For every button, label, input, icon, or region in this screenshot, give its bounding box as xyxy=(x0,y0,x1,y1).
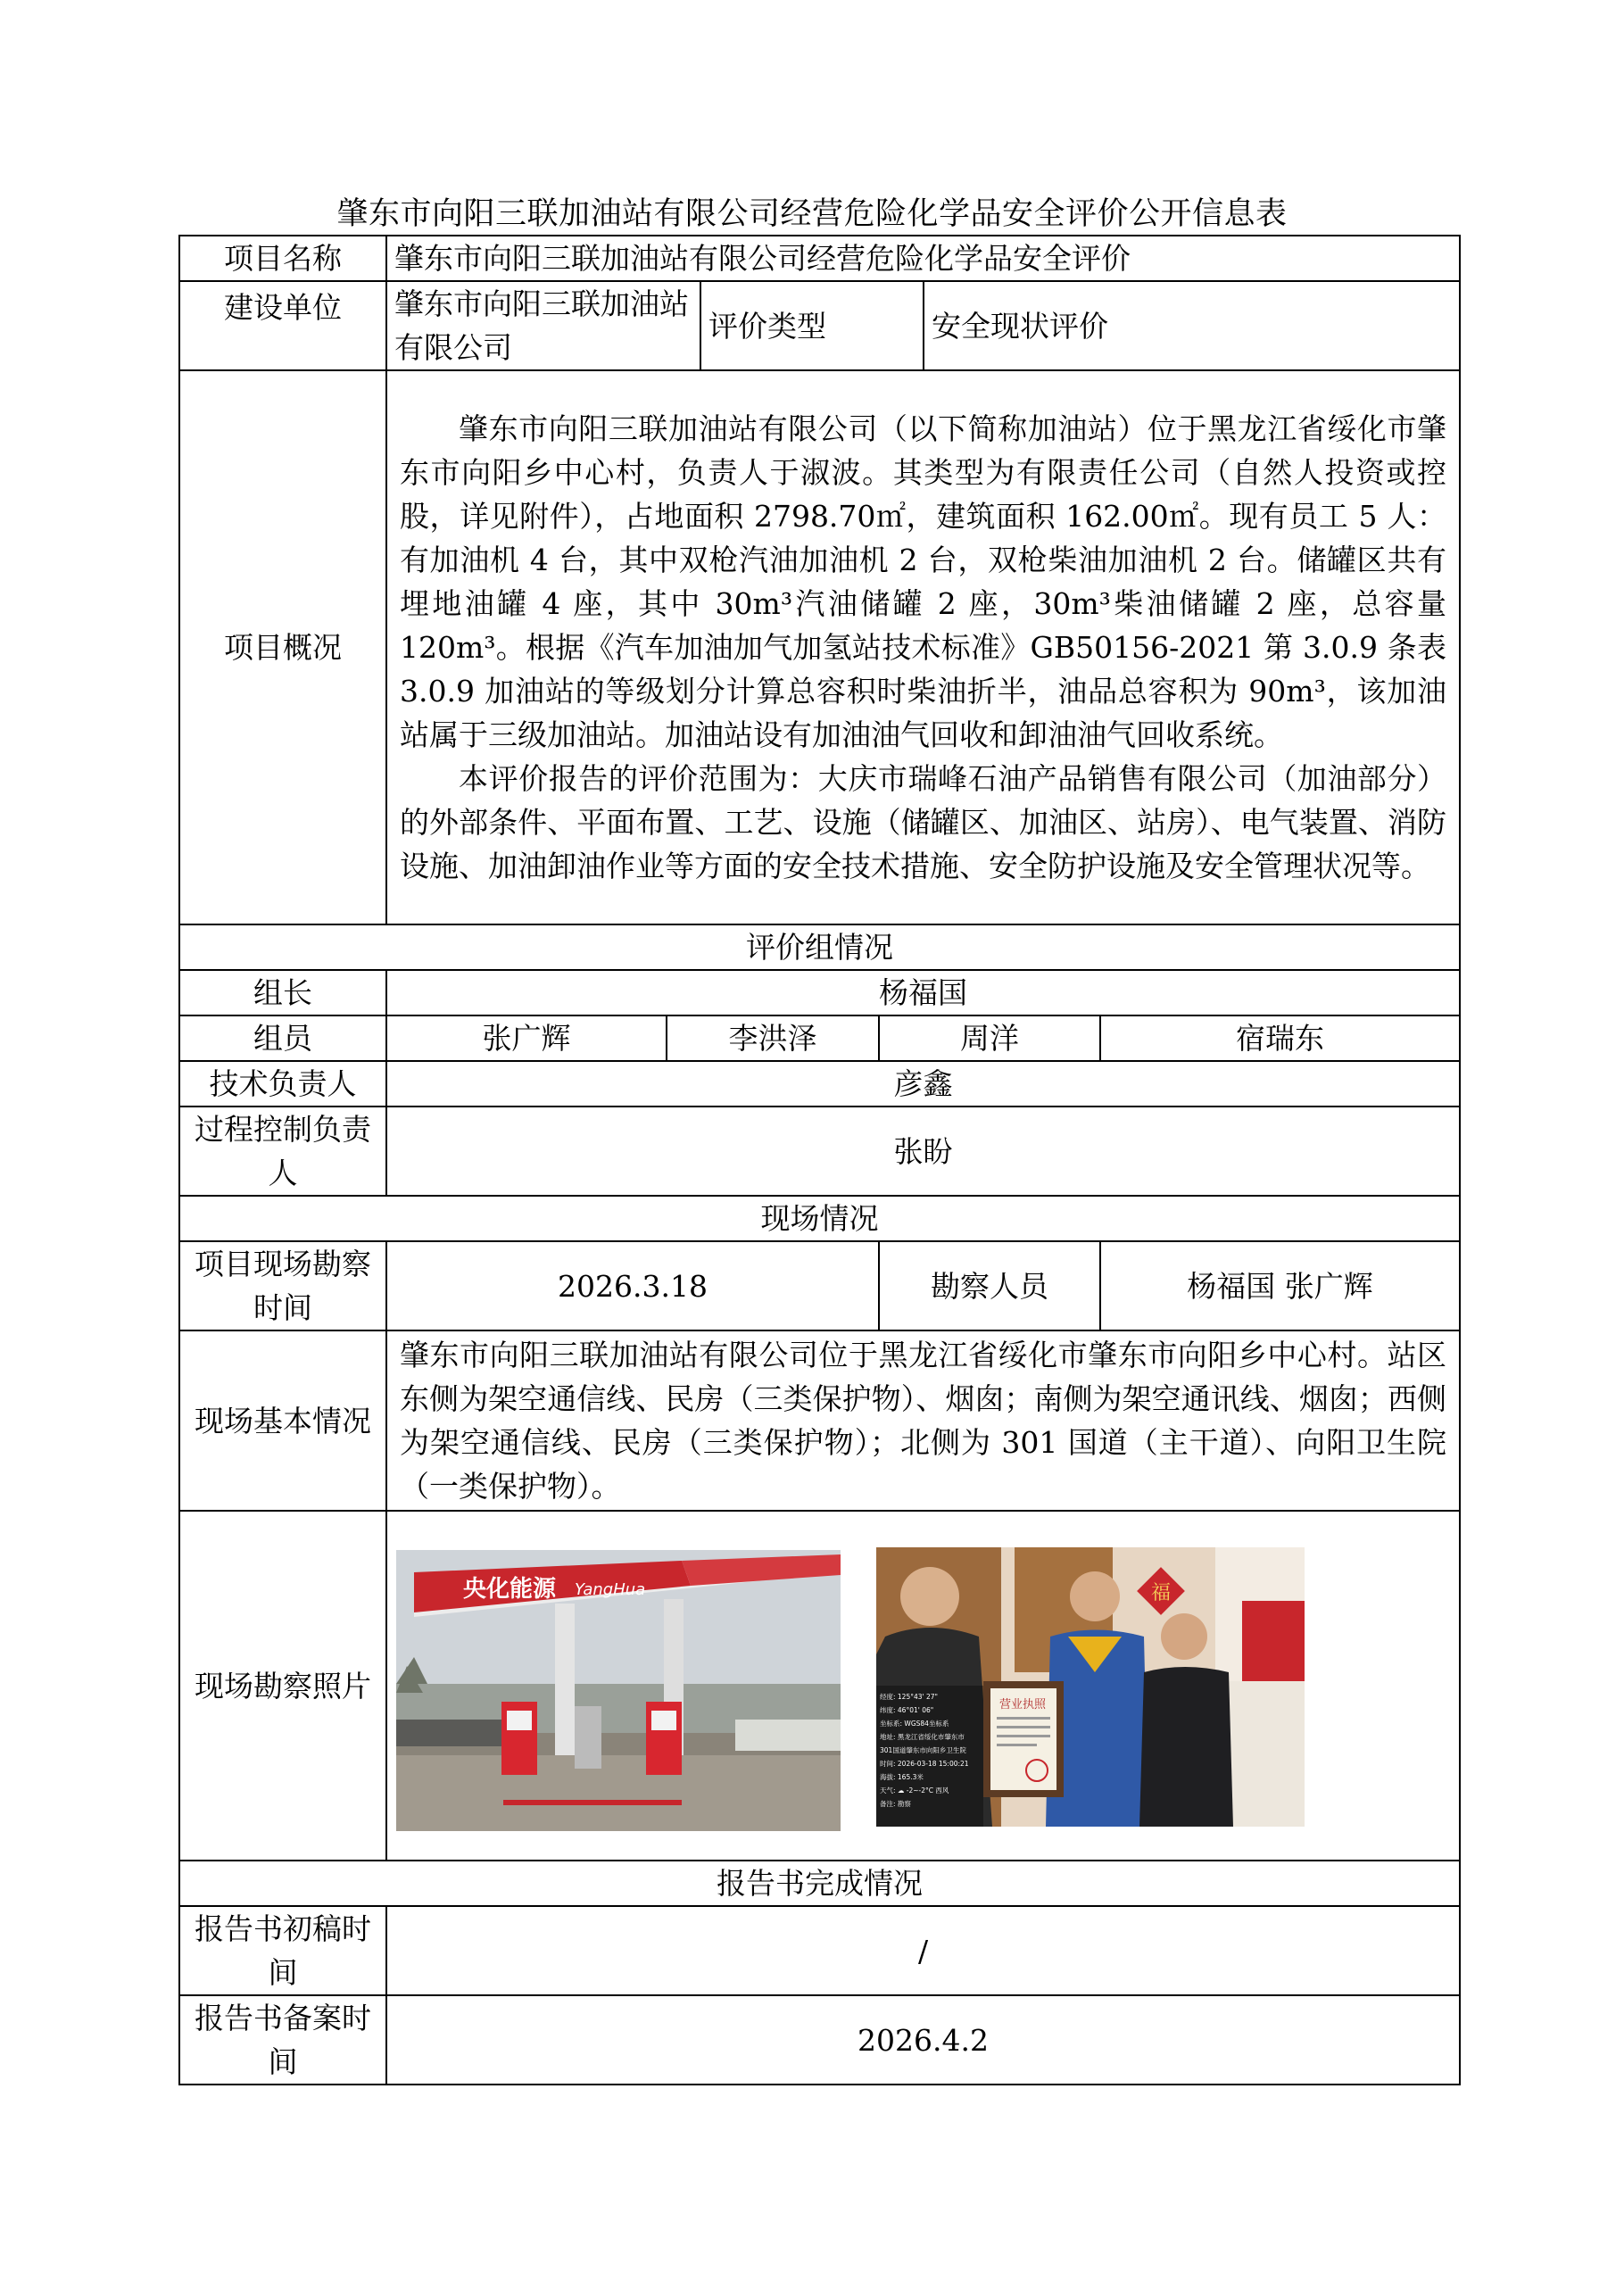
team-member: 周洋 xyxy=(879,1015,1100,1061)
survey-staff-label: 勘察人员 xyxy=(879,1241,1100,1330)
survey-staff-value: 杨福国 张广辉 xyxy=(1100,1241,1460,1330)
watermark-line: 时间: 2026-03-18 15:00:21 xyxy=(880,1760,969,1768)
watermark-line: 纬度: 46°01' 06" xyxy=(880,1706,934,1714)
site-photos-cell xyxy=(386,1511,1460,1861)
watermark-line: 备注: 勘察 xyxy=(880,1800,911,1808)
survey-time-label: 项目现场勘察时间 xyxy=(179,1241,386,1330)
row-site-basic xyxy=(179,1330,1460,1511)
team-member: 张广辉 xyxy=(386,1015,667,1061)
process-control-label: 过程控制负责人 xyxy=(179,1107,386,1196)
evaluation-type-label: 评价类型 xyxy=(700,281,924,370)
row-report-section xyxy=(179,1861,1460,1906)
site-section-heading: 现场情况 xyxy=(179,1196,1460,1241)
overview-text xyxy=(386,370,1460,924)
row-overview xyxy=(179,370,1460,924)
row-project-name xyxy=(179,236,1460,281)
canopy-sign-en: YangHua xyxy=(575,1580,646,1599)
row-team-section xyxy=(179,924,1460,970)
overview-paragraph-1: 肇东市向阳三联加油站有限公司（以下简称加油站）位于黑龙江省绥化市肇东市向阳乡中心村，负责人于淑波。其类型为有限责任公司（自然人投资或控股，详见附件），占地面积 2798.70㎡，建筑面积 162.00㎡。现有员工 5 人：有加油机 4 台，其中双枪汽油加油机 2 台，双枪柴油加油机 2 台。储罐区共有埋地油罐 4 座，其中 30m³汽油储罐 2 座，30m³柴油储罐 2 座，总容量 120m³。根据《汽车加油加气加氢站技术标准》GB50156-2021 第 3.0.9 条表 3.0.9 加油站的等级划分计算总容积时柴油折半，油品总容积为 90m³，该加油站属于三级加油站。加油站设有加油油气回收和卸油油气回收系统。 xyxy=(400,411,1446,752)
team-section-heading: 评价组情况 xyxy=(179,924,1460,970)
project-name-label: 项目名称 xyxy=(179,236,386,281)
watermark-line: 天气: ☁ -2~-2°C 西风 xyxy=(880,1786,949,1795)
construction-unit-value: 肇东市向阳三联加油站有限公司 xyxy=(386,281,700,370)
page-title: 肇东市向阳三联加油站有限公司经营危险化学品安全评价公开信息表 xyxy=(336,196,1288,232)
row-report-draft xyxy=(179,1906,1460,1995)
filing-time-label: 报告书备案时间 xyxy=(179,1995,386,2085)
report-section-heading: 报告书完成情况 xyxy=(179,1861,1460,1906)
watermark-line: 地址: 黑龙江省绥化市肇东市 xyxy=(880,1733,965,1741)
draft-time-value: / xyxy=(386,1906,1460,1995)
gas-station-photo xyxy=(396,1550,841,1831)
draft-time-label: 报告书初稿时间 xyxy=(179,1906,386,1995)
team-member: 李洪泽 xyxy=(667,1015,879,1061)
survey-time-value: 2026.3.18 xyxy=(386,1241,879,1330)
row-report-filing xyxy=(179,1995,1460,2085)
row-team-leader xyxy=(179,970,1460,1015)
filing-time-value: 2026.4.2 xyxy=(386,1995,1460,2085)
row-site-survey xyxy=(179,1241,1460,1330)
survey-team-photo xyxy=(876,1547,1305,1827)
evaluation-type-value: 安全现状评价 xyxy=(924,281,1460,370)
watermark-line: 海拔: 165.3米 xyxy=(880,1773,924,1781)
team-member: 宿瑞东 xyxy=(1100,1015,1460,1061)
construction-unit-label: 建设单位 xyxy=(179,281,386,370)
row-site-section xyxy=(179,1196,1460,1241)
photos-container xyxy=(387,1512,1459,1860)
watermark-line: 301国道肇东市向阳乡卫生院 xyxy=(880,1746,966,1754)
row-team-members xyxy=(179,1015,1460,1061)
overview-label: 项目概况 xyxy=(179,370,386,924)
site-photos-label: 现场勘察照片 xyxy=(179,1511,386,1861)
overview-paragraph-2: 本评价报告的评价范围为：大庆市瑞峰石油产品销售有限公司（加油部分）的外部条件、平面布置、工艺、设施（储罐区、加油区、站房）、电气装置、消防设施、加油卸油作业等方面的安全技术措施、安全防护设施及安全管理状况等。 xyxy=(400,761,1446,883)
watermark-line: 经度: 125°43' 27" xyxy=(880,1693,938,1701)
team-members-label: 组员 xyxy=(179,1015,386,1061)
project-name-value: 肇东市向阳三联加油站有限公司经营危险化学品安全评价 xyxy=(386,236,1460,281)
tech-lead-label: 技术负责人 xyxy=(179,1061,386,1107)
team-leader-label: 组长 xyxy=(179,970,386,1015)
process-control-value: 张盼 xyxy=(386,1107,1460,1196)
row-tech-lead xyxy=(179,1061,1460,1107)
row-process-control xyxy=(179,1107,1460,1196)
row-construction-unit xyxy=(179,281,1460,370)
info-table xyxy=(178,235,1461,2085)
team-leader-value: 杨福国 xyxy=(386,970,1460,1015)
watermark-line: 坐标系: WGS84坐标系 xyxy=(880,1720,949,1728)
certificate-title: 营业执照 xyxy=(999,1698,1047,1712)
fu-character: 福 xyxy=(1151,1582,1172,1604)
site-basic-label: 现场基本情况 xyxy=(179,1330,386,1511)
tech-lead-value: 彦鑫 xyxy=(386,1061,1460,1107)
canopy-sign-text: 央化能源 xyxy=(463,1576,557,1603)
team-illustration xyxy=(876,1547,1305,1827)
row-site-photos xyxy=(179,1511,1460,1861)
site-basic-value: 肇东市向阳三联加油站有限公司位于黑龙江省绥化市肇东市向阳乡中心村。站区东侧为架空通信线、民房（三类保护物）、烟囱；南侧为架空通讯线、烟囱；西侧为架空通信线、民房（三类保护物）；北侧为 301 国道（主干道）、向阳卫生院（一类保护物）。 xyxy=(386,1330,1460,1511)
gas-station-illustration xyxy=(396,1550,841,1831)
